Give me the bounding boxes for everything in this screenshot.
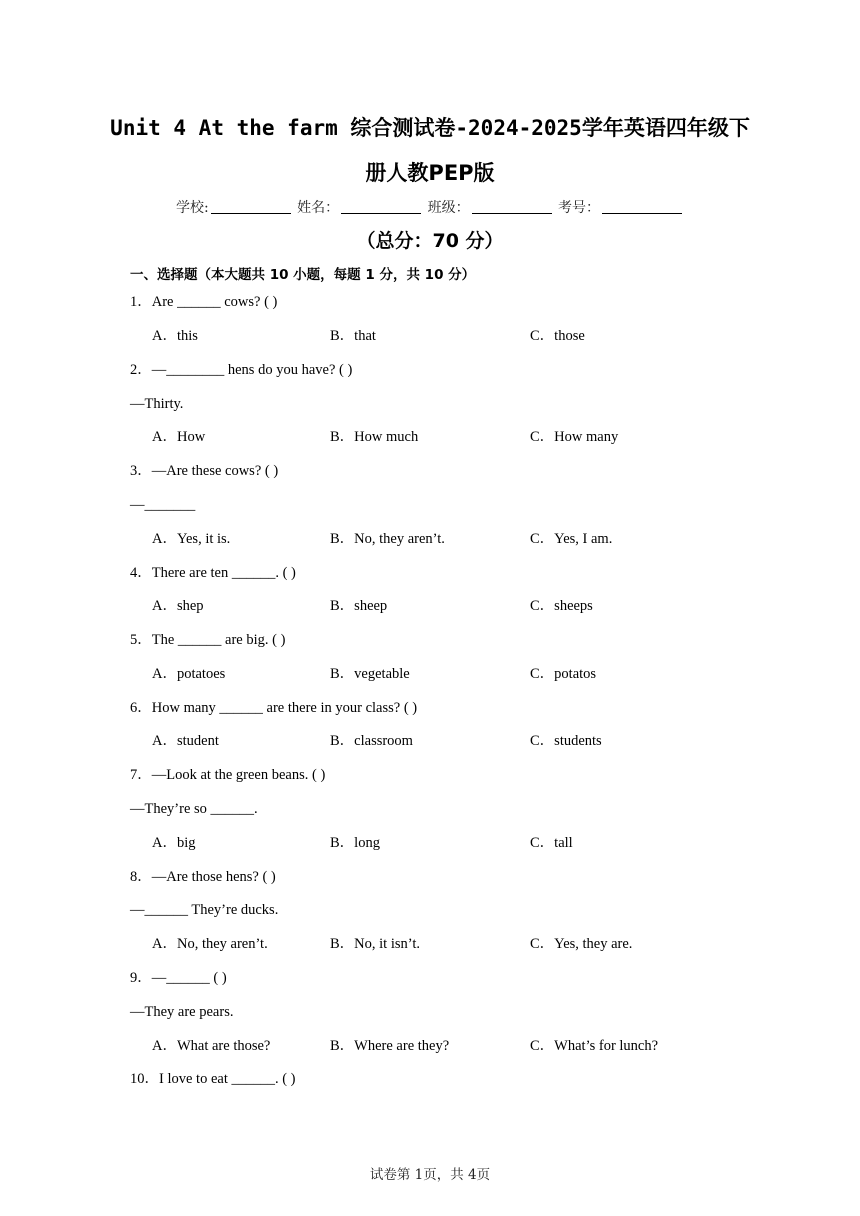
q5-option-c[interactable]: C．potatos bbox=[530, 666, 597, 682]
q3-option-a[interactable]: A．Yes, it is. bbox=[152, 531, 231, 547]
q9-option-c[interactable]: C．What’s for lunch? bbox=[530, 1038, 659, 1054]
q3-option-b[interactable]: B．No, they aren’t. bbox=[330, 531, 445, 547]
q4-option-b[interactable]: B．sheep bbox=[330, 598, 388, 614]
q7-option-a[interactable]: A．big bbox=[152, 835, 196, 851]
class-label: 班级： bbox=[427, 200, 470, 216]
student-info-line bbox=[0, 197, 860, 217]
question-5: 5．The ______ are big. ( ) bbox=[130, 632, 286, 648]
class-blank[interactable] bbox=[472, 199, 552, 214]
q9-option-b[interactable]: B．Where are they? bbox=[330, 1038, 450, 1054]
q6-option-b[interactable]: B．classroom bbox=[330, 733, 413, 749]
q8-reply: —______ They’re ducks. bbox=[130, 902, 279, 918]
q1-option-c[interactable]: C．those bbox=[530, 328, 585, 344]
total-score: （总分：70 分） bbox=[356, 230, 504, 252]
q3-option-c[interactable]: C．Yes, I am. bbox=[530, 531, 613, 547]
q2-reply: —Thirty. bbox=[130, 396, 184, 412]
name-label: 姓名： bbox=[297, 200, 340, 216]
school-blank[interactable] bbox=[211, 199, 291, 214]
q4-option-a[interactable]: A．shep bbox=[152, 598, 204, 614]
page-title-continued: 册人教PEP版 bbox=[365, 161, 495, 185]
q2-option-c[interactable]: C．How many bbox=[530, 429, 619, 445]
q8-option-b[interactable]: B．No, it isn’t. bbox=[330, 936, 420, 952]
q9-option-a[interactable]: A．What are those? bbox=[152, 1038, 271, 1054]
q6-option-c[interactable]: C．students bbox=[530, 733, 602, 749]
q1-option-b[interactable]: B．that bbox=[330, 328, 376, 344]
q6-option-a[interactable]: A．student bbox=[152, 733, 219, 749]
number-label: 考号： bbox=[558, 200, 601, 216]
page-footer: 试卷第 1页，共 4页 bbox=[369, 1167, 491, 1183]
q4-option-c[interactable]: C．sheeps bbox=[530, 598, 593, 614]
question-7: 7．—Look at the green beans. ( ) bbox=[130, 767, 326, 783]
q9-reply: —They are pears. bbox=[130, 1004, 234, 1020]
number-blank[interactable] bbox=[602, 199, 682, 214]
q3-reply: —_______ bbox=[130, 497, 196, 513]
q2-option-b[interactable]: B．How much bbox=[330, 429, 419, 445]
q7-reply: —They’re so ______. bbox=[130, 801, 258, 817]
question-1: 1．Are ______ cows? ( ) bbox=[130, 294, 278, 310]
question-3: 3．—Are these cows? ( ) bbox=[130, 463, 279, 479]
q5-option-b[interactable]: B．vegetable bbox=[330, 666, 410, 682]
question-6: 6．How many ______ are there in your class? ( ) bbox=[130, 700, 418, 716]
q1-option-a[interactable]: A．this bbox=[152, 328, 198, 344]
school-label: 学校: bbox=[175, 200, 209, 216]
question-2: 2．—________ hens do you have? ( ) bbox=[130, 362, 353, 378]
question-8: 8．—Are those hens? ( ) bbox=[130, 869, 276, 885]
name-blank[interactable] bbox=[341, 199, 421, 214]
question-4: 4．There are ten ______. ( ) bbox=[130, 565, 296, 581]
q2-option-a[interactable]: A．How bbox=[152, 429, 206, 445]
q7-option-b[interactable]: B．long bbox=[330, 835, 380, 851]
q7-option-c[interactable]: C．tall bbox=[530, 835, 573, 851]
q8-option-c[interactable]: C．Yes, they are. bbox=[530, 936, 633, 952]
section-heading: 一、选择题（本大题共 10 小题，每题 1 分，共 10 分） bbox=[130, 267, 476, 283]
page-title: Unit 4 At the farm 综合测试卷-2024-2025学年英语四年级下 bbox=[110, 116, 750, 140]
q5-option-a[interactable]: A．potatoes bbox=[152, 666, 226, 682]
question-9: 9．—______ ( ) bbox=[130, 970, 227, 986]
question-10: 10．I love to eat ______. ( ) bbox=[130, 1071, 296, 1087]
q8-option-a[interactable]: A．No, they aren’t. bbox=[152, 936, 268, 952]
